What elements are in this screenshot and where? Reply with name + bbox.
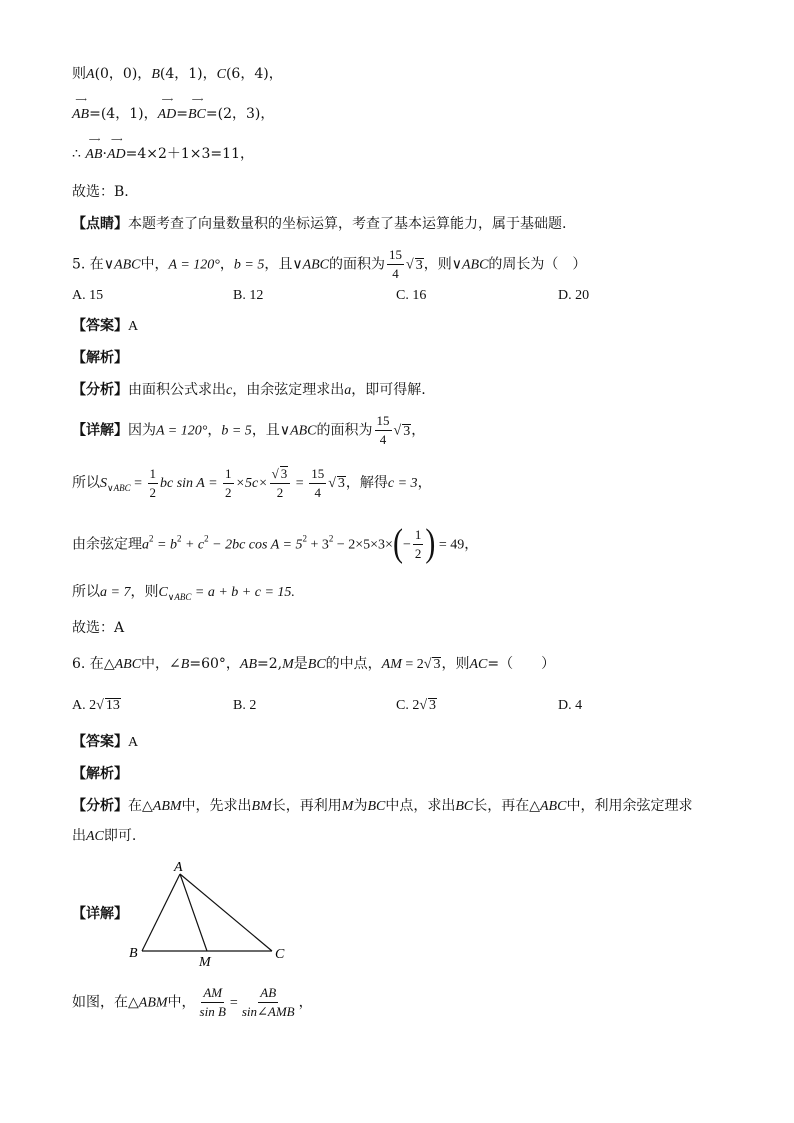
- point-c: C: [216, 67, 226, 82]
- fenxi-line-2: 出AC即可.: [72, 828, 137, 844]
- analysis-tag: 【解析】: [72, 766, 128, 782]
- option-a: A. 15: [72, 288, 104, 303]
- option-c: C. 2√ 3: [396, 698, 437, 713]
- text: 则: [72, 66, 86, 82]
- line-vectors: [72, 95, 275, 125]
- option-c: C. 16: [396, 288, 427, 303]
- text: =(2，3)，: [205, 106, 275, 122]
- side-ab: [142, 874, 180, 951]
- text: =: [176, 106, 188, 122]
- vector-ab: ⟶ AB: [72, 95, 90, 122]
- label-a: A: [174, 860, 183, 875]
- label-c: C: [275, 947, 285, 962]
- xiangjie-line: 【详解】因为A = 120°，b = 5，且∨ABC的面积为 $\frac{15}{4}$ √ 3，: [72, 413, 426, 447]
- dot-symbol: ·: [102, 146, 107, 162]
- perimeter-step: 所以a = 7，则$C_{\vee ABC} = a + b + c = 15$.: [72, 584, 295, 602]
- point-a: A: [86, 67, 95, 82]
- text: (0，0)，: [94, 66, 152, 82]
- therefore-symbol: ∴: [72, 146, 81, 162]
- answer-line: [72, 316, 138, 337]
- option-b: B. 12: [233, 288, 264, 303]
- point-b: B: [151, 67, 160, 82]
- fraction-15-4: $\frac{15}{4}$: [389, 247, 403, 281]
- analysis-tag: 【解析】: [72, 350, 128, 366]
- line-remark: [72, 214, 566, 234]
- area-step: 所以$S_{\vee ABC}$ = $\frac{1}{2}$ bc sin A = $\frac{1}{2}$ ×5c× $\frac{√ 3}{2}$ = $\frac{15}{4}$ √ 3，解得c = 3，: [72, 465, 432, 500]
- option-d: D. 20: [558, 288, 590, 303]
- option-b: B. 2: [233, 698, 257, 713]
- fenxi-line-1: 【分析】在△ABM中，先求出BM长，再利用M为BC中点，求出BC长，再在△ABC中，利用余弦定理求: [72, 798, 693, 814]
- answer-line: 【答案】A: [72, 734, 139, 750]
- line-choice-b: 故选：B.: [72, 184, 129, 200]
- option-d: D. 4: [558, 698, 583, 713]
- line-dot-product: [72, 135, 254, 165]
- vector-bc: ⟶ BC: [187, 95, 206, 122]
- vector-ab: ⟶ AB: [85, 135, 103, 162]
- text: (4，1)，: [159, 66, 217, 82]
- final-choice: 故选：A: [72, 620, 125, 636]
- remark-text: 本题考查了向量数量积的坐标运算，考查了基本运算能力，属于基础题.: [128, 216, 567, 232]
- question-5-stem: 5. 在∨ABC中，A = 120°，b = 5，且∨ABC的面积为 $\frac{15}{4}$ √ 3，则∨ABC的周长为（ ）: [72, 247, 587, 281]
- fenxi-line: 【分析】由面积公式求出c，由余弦定理求出a，即可得解.: [72, 382, 426, 398]
- cosine-step: 由余弦定理$a^2 = b^2 + c^2 - 2bc$ $\cos A = 5^2 + 3^2 - 2\times 5\times 3\times(-$ $\frac{1}{2}$ ) = 49，: [72, 521, 479, 565]
- text: =(4，1)，: [89, 106, 158, 122]
- xiangjie-tag: 【详解】: [72, 906, 128, 922]
- question-6-stem: 6. 在△ABC中，∠B=60°，AB=2,M是BC的中点，AM = 2√ 3，则AC=（ ）: [72, 656, 556, 672]
- vector-ad: ⟶ AD: [157, 95, 177, 122]
- remark-tag: 【点睛】: [72, 216, 128, 232]
- option-a: A. 2√ 13: [72, 698, 120, 713]
- vector-ad: ⟶ AD: [106, 135, 126, 162]
- label-b: B: [129, 946, 138, 961]
- line-coordinates: [72, 64, 283, 85]
- text: =4×2＋1×3=11，: [125, 146, 254, 162]
- sine-rule-line: 如图，在△ABM中， $\frac{AM}{\text{sin B}}$ = $\frac{AB}{\text{sin∠AMB}}$ ，: [72, 985, 313, 1019]
- sqrt-3: 3: [415, 257, 423, 273]
- answer-value: A: [128, 319, 139, 334]
- answer-tag: 【答案】: [72, 318, 128, 334]
- label-m: M: [199, 955, 211, 970]
- text: (6，4)，: [225, 66, 283, 82]
- triangle-figure: [122, 856, 302, 972]
